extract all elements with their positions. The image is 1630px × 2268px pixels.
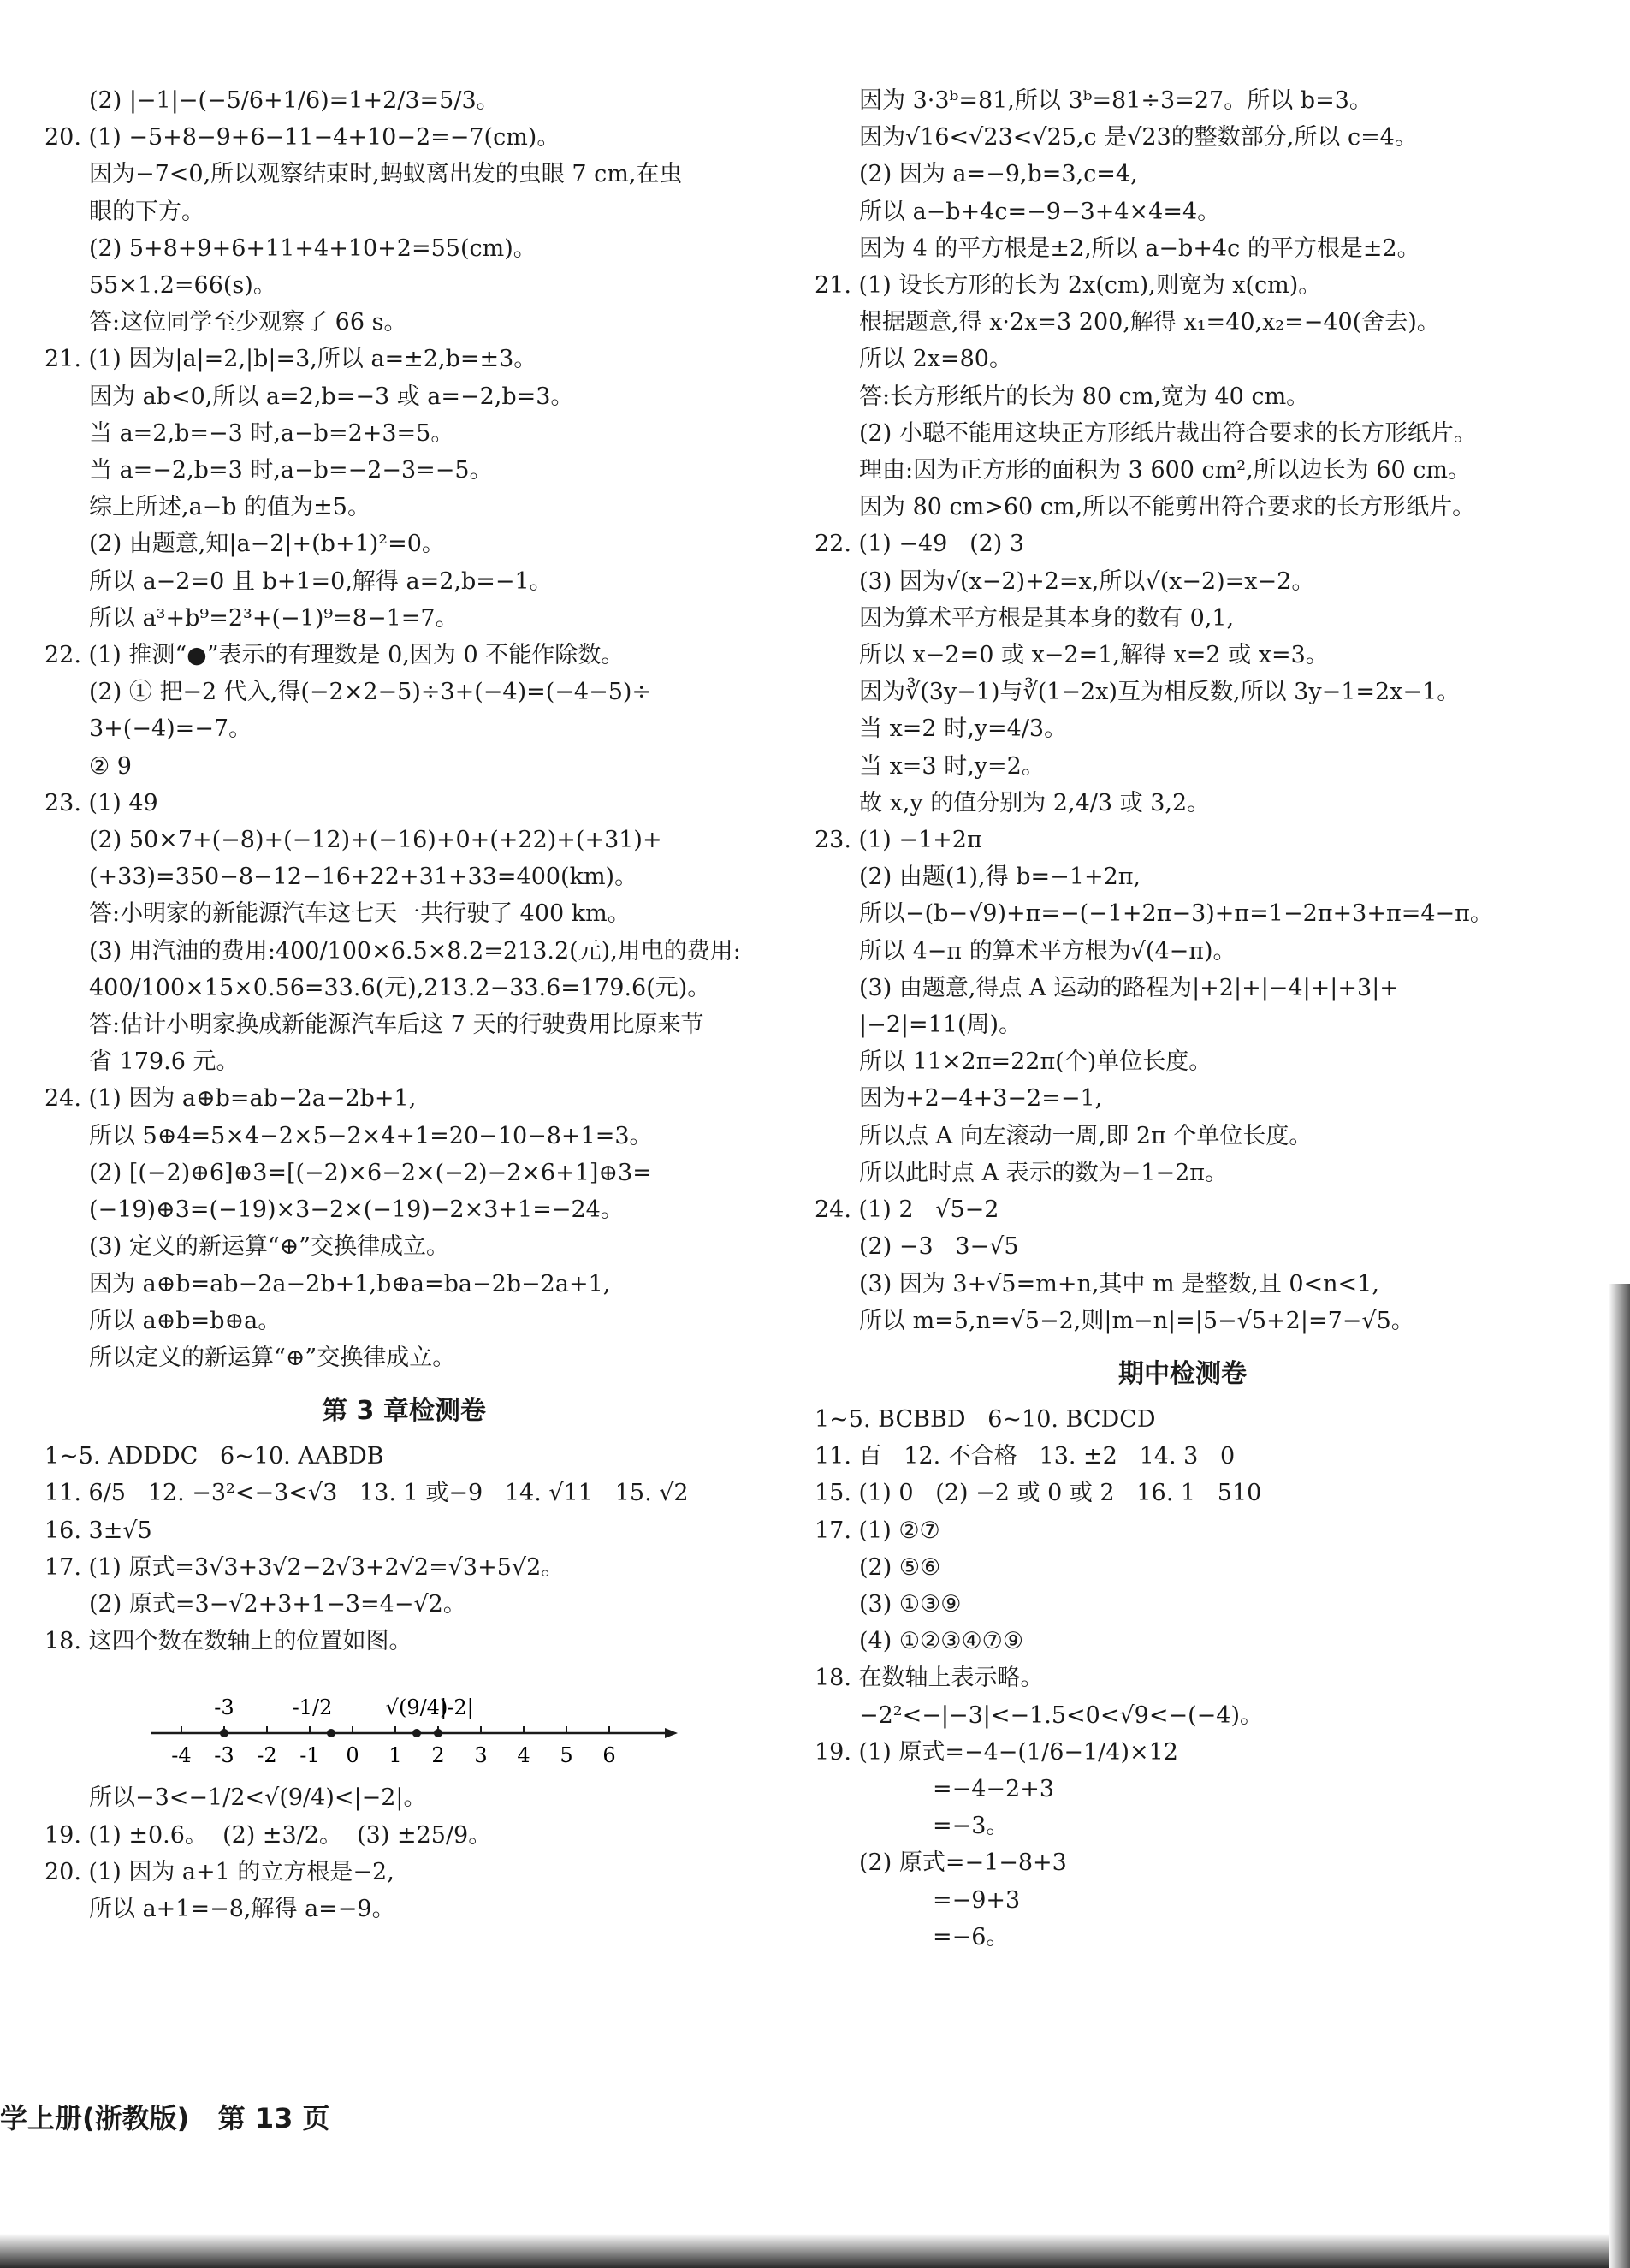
text-line: (−19)⊕3=(−19)×3−2×(−19)−2×3+1=−24。 [89,1196,624,1224]
text-line: (3) 由题意,得点 A 运动的路程为|+2|+|−4|+|+3|+ [859,974,1399,1001]
text-line: (2) 小聪不能用这块正方形纸片裁出符合要求的长方形纸片。 [859,419,1477,447]
text-line: 17. (1) 原式=3√3+3√2−2√3+2√2=√3+5√2。 [44,1553,565,1581]
text-line: (2) 原式=−1−8+3 [859,1849,1067,1877]
text-line: 故 x,y 的值分别为 2,4/3 或 3,2。 [859,789,1211,816]
text-line: 当 x=3 时,y=2。 [859,752,1045,780]
text-line: 因为 3·3ᵇ=81,所以 3ᵇ=81÷3=27。所以 b=3。 [859,87,1372,114]
text-line: 所以此时点 A 表示的数为−1−2π。 [859,1159,1229,1186]
text-line: 根据题意,得 x·2x=3 200,解得 x₁=40,x₂=−40(舍去)。 [859,309,1440,336]
text-line: (3) 用汽油的费用:400/100×6.5×8.2=213.2(元),用电的费用: [89,937,741,965]
text-line: (2) [(−2)⊕6]⊕3=[(−2)×6−2×(−2)−2×6+1]⊕3= [89,1159,652,1186]
tick-label: -3 [214,1743,234,1768]
text-line: =−6。 [933,1923,1010,1950]
text-line: =−4−2+3 [933,1775,1055,1802]
text-line: =−3。 [933,1813,1010,1840]
text-line: (2) ① 把−2 代入,得(−2×2−5)÷3+(−4)=(−4−5)÷ [89,679,652,706]
page-footer: 学上册(浙教版) 第 13 页 [0,2102,330,2134]
point-label: -1/2 [292,1695,333,1720]
text-line: =−9+3 [933,1886,1021,1914]
text-line: 所以 m=5,n=√5−2,则|m−n|=|5−√5+2|=7−√5。 [859,1307,1414,1334]
tick-label: 4 [517,1743,530,1768]
text-line: 20. (1) −5+8−9+6−11−4+10−2=−7(cm)。 [44,124,560,151]
text-line: (2) 50×7+(−8)+(−12)+(−16)+0+(+22)+(+31)+ [89,827,662,854]
text-line: 因为+2−4+3−2=−1, [859,1085,1103,1113]
text-line: 15. (1) 0 (2) −2 或 0 或 2 16. 1 510 [815,1480,1262,1507]
text-line: 所以定义的新运算“⊕”交换律成立。 [89,1344,456,1371]
number-line-figure [44,1659,763,1779]
text-line: 所以 5⊕4=5×4−2×5−2×4+1=20−10−8+1=3。 [89,1122,653,1149]
midterm-heading: 期中检测卷 [1118,1358,1247,1389]
chapter3-heading: 第 3 章检测卷 [322,1396,486,1427]
text-line: 因为∛(3y−1)与∛(1−2x)互为相反数,所以 3y−1=2x−1。 [859,679,1461,706]
text-line: (2) −3 3−√5 [859,1233,1019,1261]
text-line: 所以 4−π 的算术平方根为√(4−π)。 [859,937,1236,965]
text-line: 所以 11×2π=22π(个)单位长度。 [859,1048,1212,1076]
text-line: 所以−3<−1/2<√(9/4)<|−2|。 [89,1784,427,1812]
point-label: -3 [214,1695,234,1720]
text-line: 23. (1) −1+2π [815,827,982,854]
number-line-point [327,1729,335,1737]
text-line: 因为−7<0,所以观察结束时,蚂蚁离出发的虫眼 7 cm,在虫 [89,161,683,188]
text-line: 19. (1) 原式=−4−(1/6−1/4)×12 [815,1738,1178,1766]
text-line: (3) ①③⑨ [859,1590,962,1618]
text-line: 答:估计小明家换成新能源汽车后这 7 天的行驶费用比原来节 [89,1012,704,1039]
text-line: 综上所述,a−b 的值为±5。 [89,494,370,521]
text-line: 22. (1) 推测“●”表示的有理数是 0,因为 0 不能作除数。 [44,642,625,669]
number-line [44,1659,763,1779]
text-line: 24. (1) 2 √5−2 [815,1196,999,1224]
text-line: 所以 2x=80。 [859,346,1012,373]
tick-label: -1 [299,1743,320,1768]
text-line: 所以 a−b+4c=−9−3+4×4=4。 [859,198,1221,225]
text-line: 答:长方形纸片的长为 80 cm,宽为 40 cm。 [859,383,1310,410]
text-line: 所以 a³+b⁹=2³+(−1)⁹=8−1=7。 [89,604,459,632]
point-label: |-2| [440,1695,474,1720]
number-line-point [220,1729,228,1737]
text-line: 55×1.2=66(s)。 [89,272,276,300]
tick-label: 6 [602,1743,616,1768]
tick-label: 1 [388,1743,402,1768]
text-line: 18. 在数轴上表示略。 [815,1665,1044,1692]
text-line: ② 9 [89,752,132,780]
text-line: 所以 a+1=−8,解得 a=−9。 [89,1895,395,1922]
tick-label: -4 [171,1743,192,1768]
text-line: 1~5. ADDDC 6~10. AABDB [44,1443,384,1470]
text-line: 因为√16<√23<√25,c 是√23的整数部分,所以 c=4。 [859,124,1418,151]
text-line: 23. (1) 49 [44,789,158,816]
tick-label: -2 [257,1743,277,1768]
text-line: (3) 因为 3+√5=m+n,其中 m 是整数,且 0<n<1, [859,1270,1379,1297]
left-column [44,82,763,1927]
text-line: 20. (1) 因为 a+1 的立方根是−2, [44,1858,394,1885]
text-line: (2) 原式=3−√2+3+1−3=4−√2。 [89,1590,466,1618]
text-line: 当 a=−2,b=3 时,a−b=−2−3=−5。 [89,457,493,484]
text-line: 因为 a⊕b=ab−2a−2b+1,b⊕a=ba−2b−2a+1, [89,1270,611,1297]
right-column [815,82,1550,1956]
text-line: (2) 由题意,知|a−2|+(b+1)²=0。 [89,531,445,558]
text-line: 24. (1) 因为 a⊕b=ab−2a−2b+1, [44,1085,417,1113]
text-line: 11. 6/5 12. −3²<−3<√3 13. 1 或−9 14. √11 15. √2 [44,1480,689,1507]
text-line: 16. 3±√5 [44,1517,152,1544]
text-line: 所以 x−2=0 或 x−2=1,解得 x=2 或 x=3。 [859,642,1329,669]
text-line: 19. (1) ±0.6。 (2) ±3/2。 (3) ±25/9。 [44,1821,492,1849]
point-label: √(9/4) [385,1695,448,1720]
text-line: (2) ⑤⑥ [859,1553,941,1581]
text-line: (4) ①②③④⑦⑨ [859,1628,1024,1655]
text-line: 因为 ab<0,所以 a=2,b=−3 或 a=−2,b=3。 [89,383,574,410]
page-bottom-edge [0,2234,1630,2268]
text-line: 当 a=2,b=−3 时,a−b=2+3=5。 [89,419,454,447]
text-line: 因为算术平方根是其本身的数有 0,1, [859,604,1235,632]
text-line: 所以 a−2=0 且 b+1=0,解得 a=2,b=−1。 [89,567,553,595]
text-line: 所以−(b−√9)+π=−(−1+2π−3)+π=1−2π+3+π=4−π。 [859,900,1493,928]
text-line: 21. (1) 设长方形的长为 2x(cm),则宽为 x(cm)。 [815,272,1322,300]
text-line: (2) |−1|−(−5/6+1/6)=1+2/3=5/3。 [89,87,500,114]
text-line: (2) 5+8+9+6+11+4+10+2=55(cm)。 [89,235,536,262]
tick-label: 0 [346,1743,359,1768]
text-line: 22. (1) −49 (2) 3 [815,531,1025,558]
text-line: 因为 80 cm>60 cm,所以不能剪出符合要求的长方形纸片。 [859,494,1476,521]
text-line: |−2|=11(周)。 [859,1012,1022,1039]
text-line: 答:小明家的新能源汽车这七天一共行驶了 400 km。 [89,900,631,928]
text-line: 所以点 A 向左滚动一周,即 2π 个单位长度。 [859,1122,1313,1149]
page-right-edge [1609,1284,1630,2268]
tick-label: 3 [474,1743,488,1768]
text-line: 答:这位同学至少观察了 66 s。 [89,309,407,336]
text-line: (3) 因为√(x−2)+2=x,所以√(x−2)=x−2。 [859,567,1315,595]
text-line: 因为 4 的平方根是±2,所以 a−b+4c 的平方根是±2。 [859,235,1420,262]
tick-label: 2 [431,1743,445,1768]
text-line: 18. 这四个数在数轴上的位置如图。 [44,1628,412,1655]
number-line-point [412,1729,421,1737]
text-line: 400/100×15×0.56=33.6(元),213.2−33.6=179.6(元)。 [89,974,711,1001]
text-line: 当 x=2 时,y=4/3。 [859,715,1068,743]
text-line: (2) 因为 a=−9,b=3,c=4, [859,161,1138,188]
text-line: 21. (1) 因为|a|=2,|b|=3,所以 a=±2,b=±3。 [44,346,537,373]
text-line: 省 179.6 元。 [89,1048,240,1076]
number-line-point [434,1729,442,1737]
tick-label: 5 [560,1743,573,1768]
text-line: 眼的下方。 [89,198,204,225]
text-line: (2) 由题(1),得 b=−1+2π, [859,864,1141,891]
text-line: (3) 定义的新运算“⊕”交换律成立。 [89,1233,450,1261]
text-line: (+33)=350−8−12−16+22+31+33=400(km)。 [89,864,638,891]
text-line: −2²<−|−3|<−1.5<0<√9<−(−4)。 [859,1701,1263,1729]
text-line: 17. (1) ②⑦ [815,1517,940,1544]
text-line: 1~5. BCBBD 6~10. BCDCD [815,1405,1156,1433]
text-line: 3+(−4)=−7。 [89,715,252,743]
text-line: 11. 百 12. 不合格 13. ±2 14. 3 0 [815,1443,1236,1470]
text-line: 所以 a⊕b=b⊕a。 [89,1307,282,1334]
text-line: 理由:因为正方形的面积为 3 600 cm²,所以边长为 60 cm。 [859,457,1471,484]
